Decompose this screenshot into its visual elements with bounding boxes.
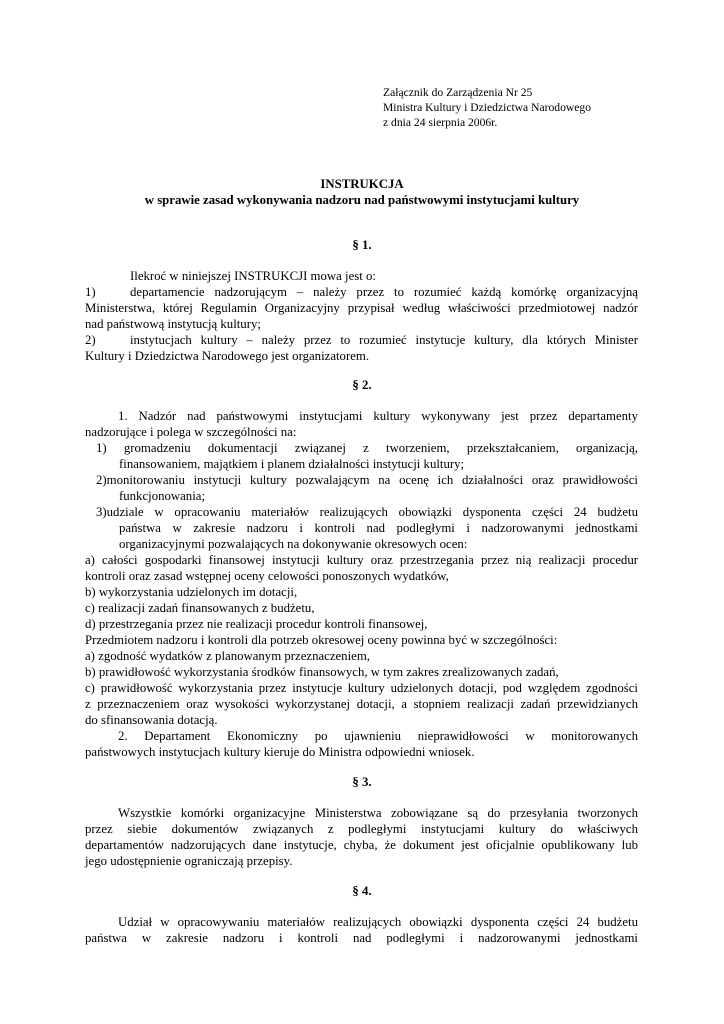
annex-line-1: Załącznik do Zarządzenia Nr 25 xyxy=(383,86,533,99)
section-1-item-2-line-1: instytucjach kultury – należy przez to rozumieć instytucje kultury, dla których Minister xyxy=(130,333,638,347)
section-2-heading: § 2. xyxy=(352,378,372,392)
section-1-intro: Ilekroć w niniejszej INSTRUKCJI mowa jest o: xyxy=(130,269,376,283)
section-4-heading: § 4. xyxy=(352,884,372,898)
section-2-paragraph-1-line-2: nadzorujące i polega w szczególności na: xyxy=(85,425,297,439)
section-2-item-d: d) przestrzegania przez nie realizacji procedur kontroli finansowej, xyxy=(85,617,428,631)
section-1-heading: § 1. xyxy=(352,238,372,252)
section-2-subject-b: b) prawidłowość wykorzystania środków finansowych, w tym zakres zrealizowanych zadań, xyxy=(85,665,559,679)
section-4-line-2: państwa w zakresie nadzoru i kontroli nad podległymi i nadzorowanymi jednostkami xyxy=(85,931,638,945)
section-2-list-3-line-1: 3)udziale w opracowaniu materiałów realizujących obowiązki dysponenta części 24 budżetu xyxy=(96,505,638,519)
section-1-item-1-line-2: Ministerstwa, której Regulamin Organizacyjny przypisał według właściwości przedmiotowej nadzór xyxy=(85,301,638,315)
section-3-line-4: jego udostępnienie ograniczają przepisy. xyxy=(85,854,293,868)
section-2-list-1-line-1: 1) gromadzeniu dokumentacji związanej z tworzeniem, przekształcaniem, organizacją, xyxy=(96,441,638,455)
section-2-item-b: b) wykorzystania udzielonych im dotacji, xyxy=(85,585,298,599)
section-3-line-3: departamentów nadzorujących dane instytucje, chyba, że dokument jest oficjalnie opublikowany lub xyxy=(85,838,638,852)
annex-line-2: Ministra Kultury i Dziedzictwa Narodowego xyxy=(383,101,591,114)
section-1-item-1-line-3: nad państwową instytucją kultury; xyxy=(85,317,261,331)
section-2-list-3-line-2: państwa w zakresie nadzoru i kontroli nad podległymi i nadzorowanymi jednostkami xyxy=(119,521,638,535)
annex-line-3: z dnia 24 sierpnia 2006r. xyxy=(383,116,498,129)
section-2-subject-c-line-1: c) prawidłowość wykorzystania przez instytucje kultury udzielonych dotacji, pod względem zgodności xyxy=(85,681,638,695)
section-2-paragraph-2-line-2: państwowych instytucjach kultury kieruje do Ministra odpowiedni wniosek. xyxy=(85,745,475,759)
section-1-item-1-number: 1) xyxy=(85,285,96,299)
section-2-item-a-line-1: a) całości gospodarki finansowej instytucji kultury oraz przestrzegania przez nią realizacji procedur xyxy=(85,553,638,567)
section-2-paragraph-1-line-1: 1. Nadzór nad państwowymi instytucjami kultury wykonywany jest przez departamenty xyxy=(118,409,638,423)
section-1-item-2-number: 2) xyxy=(85,333,96,347)
section-2-list-3-line-3: organizacyjnymi pozwalających na dokonywanie okresowych ocen: xyxy=(119,537,468,551)
section-3-line-2: przez siebie dokumentów związanych z podległymi instytucjami kultury do właściwych xyxy=(85,822,638,836)
section-1-item-1-line-1: departamencie nadzorującym – należy przez to rozumieć każdą komórkę organizacyjną xyxy=(130,285,638,299)
section-2-list-2-line-1: 2)monitorowaniu instytucji kultury pozwalającym na ocenę ich działalności oraz prawidłowości xyxy=(96,473,638,487)
section-2-list-1-line-2: finansowaniem, majątkiem i planem działalności instytucji kultury; xyxy=(119,457,465,471)
document-title: INSTRUKCJA xyxy=(320,177,404,191)
section-4-line-1: Udział w opracowywaniu materiałów realizujących obowiązki dysponenta części 24 budżetu xyxy=(118,915,638,929)
section-1-item-2-line-2: Kultury i Dziedzictwa Narodowego jest organizatorem. xyxy=(85,349,370,363)
section-2-subject-c-line-3: do sfinansowania dotacją. xyxy=(85,713,218,727)
section-3-heading: § 3. xyxy=(352,775,372,789)
section-2-subject-c-line-2: z przeznaczeniem oraz wysokości wykorzystanej dotacji, a stopniem realizacji zadań przewidzianych xyxy=(85,697,638,711)
section-2-item-c: c) realizacji zadań finansowanych z budżetu, xyxy=(85,601,315,615)
section-2-item-a-line-2: kontroli oraz zasad wstępnej oceny celowości ponoszonych wydatków, xyxy=(85,569,449,583)
section-2-paragraph-2-line-1: 2. Departament Ekonomiczny po ujawnieniu nieprawidłowości w monitorowanych xyxy=(118,729,638,743)
section-3-line-1: Wszystkie komórki organizacyjne Ministerstwa zobowiązane są do przesyłania tworzonych xyxy=(118,806,638,820)
section-2-list-2-line-2: funkcjonowania; xyxy=(119,489,205,503)
section-2-subject-intro: Przedmiotem nadzoru i kontroli dla potrzeb okresowej oceny powinna być w szczególności: xyxy=(85,633,558,647)
section-2-subject-a: a) zgodność wydatków z planowanym przeznaczeniem, xyxy=(85,649,370,663)
document-subtitle: w sprawie zasad wykonywania nadzoru nad państwowymi instytucjami kultury xyxy=(144,193,580,207)
